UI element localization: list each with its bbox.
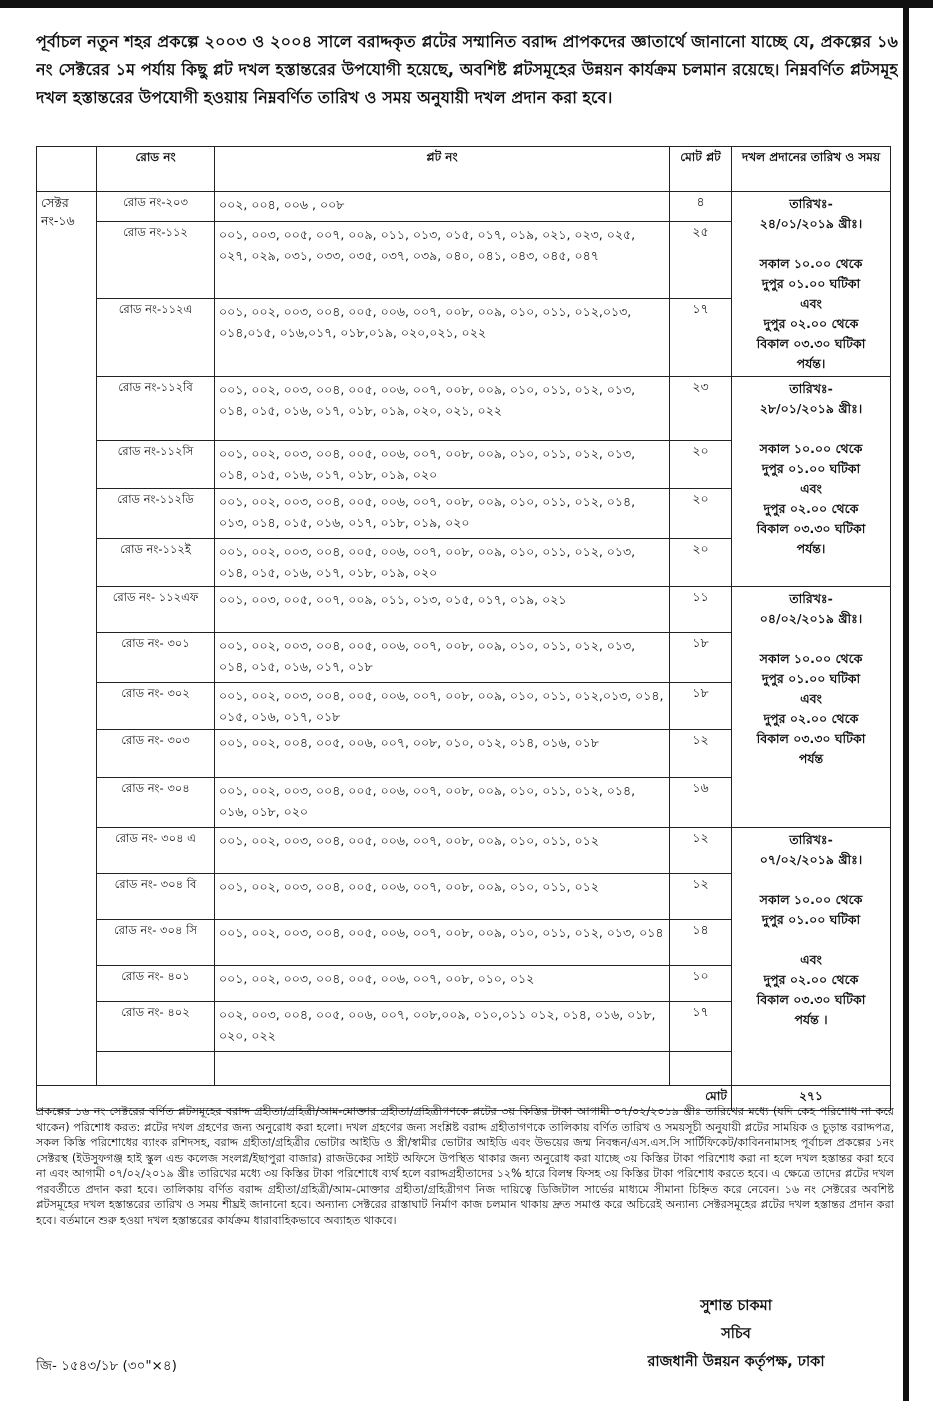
total-cell: ২০	[670, 441, 732, 489]
signatory-title: সচিব	[721, 1326, 751, 1342]
schedule-cell: তারিখঃ- ০৪/০২/২০১৯ খ্রীঃ। সকাল ১০.০০ থেকে দুপুর ০১.০০ ঘটিকা এবং দুপুর ০২.০০ থেকে বিকাল ০৩.৩০ ঘটিকা পর্যন্ত	[732, 587, 891, 828]
road-cell: রোড নং- ৩০৪	[97, 778, 215, 828]
road-cell: রোড নং-১১২বি	[97, 377, 215, 441]
plots-cell: ০০১, ০০২, ০০৩, ০০৪, ০০৫, ০০৬, ০০৭, ০০৮, ০০৯, ০১০, ০১১, ০১২,০১৩, ০১৪,০১৫, ০১৬,০১৭, ০১৮,০১৯, ০২০,০২১, ০২২	[215, 298, 670, 376]
plots-cell: ০০১, ০০২, ০০৩, ০০৪, ০০৫, ০০৬, ০০৭, ০০৮, ০০৯, ০১০, ০১১, ০১২, ০১৩, ০১৪	[215, 920, 670, 966]
table-header-row	[37, 147, 891, 192]
plots-cell: ০০২, ০০৪, ০০৬ , ০০৮	[215, 192, 670, 222]
total-cell: ১১	[670, 587, 732, 633]
table-row	[37, 377, 891, 441]
schedule-cell: তারিখঃ- ২৮/০১/২০১৯ খ্রীঃ। সকাল ১০.০০ থেকে দুপুর ০১.০০ ঘটিকা এবং দুপুর ০২.০০ থেকে বিকাল ০৩.৩০ ঘটিকা পর্যন্ত।	[732, 377, 891, 587]
total-cell: ১২	[670, 828, 732, 874]
schedule-cell: তারিখঃ- ০৭/০২/২০১৯ খ্রীঃ। সকাল ১০.০০ থেকে দুপুর ০১.০০ ঘটিকা এবং দুপুর ০২.০০ থেকে বিকাল ০৩.৩০ ঘটিকা পর্যন্ত ।	[732, 828, 891, 1086]
plots-cell: ০০২, ০০৩, ০০৪, ০০৫, ০০৬, ০০৭, ০০৮,০০৯, ০১০,০১১ ০১২, ০১৪, ০১৬, ০১৮, ০২০, ০২২	[215, 1002, 670, 1052]
footer-paragraph: প্রকল্পের ১৬ নং সেক্টরের বর্ণিত প্লটসমূহের বরাদ্দ গ্রহীতা/গ্রহিত্রী/আম-মোক্তার গ্রহীতা/গ্রহিত্রীগণকে প্লটের ৩য় কিস্তির টাকা আগামী ০৭/০২/২০১৯ খ্রীঃ তারিখের মধ্যে (যদি কেহ পরিশোধ না করে থাকেন) পরিশোধ করত: প্লটের দখল গ্রহণের জন্য অনুরোধ করা হলো। দখল গ্রহণের জন্য সংশ্লিষ্ট বরাদ্দ গ্রহীতাগণকে তালিকায় বর্ণিত তারিখ ও সময়সূচী অনুযায়ী প্লটের সাময়িক ও চূড়ান্ত বরাদ্দপত্র, সকল কিস্তি পরিশোধের ব্যাংক রশিদসহ, বরাদ্দ গ্রহীতা/গ্রহিত্রীর ভোটার আইডি ও স্ত্রী/স্বামীর ভোটার আইডি এবং উভয়ের জন্ম নিবন্ধন/এস.এস.সি সার্টিফিকেট/কাবিননামাসহ পূর্বাচল প্রকল্পের ১নং সেক্টরস্থ (ইউসুফগঞ্জ হাই স্কুল এন্ড কলেজ সংলগ্ন/ইছাপুরা বাজার) রাজউকের সাইট অফিসে উপস্থিত থাকার জন্য অনুরোধ করা যাচ্ছে ৩য় কিস্তির টাকা পরিশোধ করা না হলে দখল হস্তান্তর করা হবে না এবং আগামী ০৭/০২/২০১৯ খ্রীঃ তারিখের মধ্যে ৩য় কিস্তির টাকা পরিশোধে ব্যর্থ হলে বরাদ্দগ্রহীতাদের ১২% হারে বিলম্ব ফিসহ ৩য় কিস্তির টাকা পরিশোধ করতে হবে। এ ক্ষেত্রে তাদের প্লটের দখল পরবর্তীতে প্রদান করা হবে। তালিকায় বর্ণিত বরাদ্দ গ্রহীতা/গ্রহিত্রী/আম-মোক্তার গ্রহীতা/গ্রহিত্রীগণ নিজ দায়িত্বে ডিজিটাল সার্ভের মাধ্যমে সীমানা চিহ্নিত করে নেবেন। ১৬ নং সেক্টরের অবশিষ্ট প্লটসমূহের দখল হস্তান্তরের তারিখ ও সময় শীঘ্রই জানানো হবে। অন্যান্য সেক্টরের রাস্তাঘাট নির্মাণ কাজ চলমান থাকায় দ্রুত সমাপ্ত করে অচিরেই অন্যান্য সেক্টরসমূহের প্লটের দখল হস্তান্তর প্রদান করা হবে। বর্তমানে শুরু হওয়া দখল হস্তান্তরের কার্যক্রম ধারাবাহিকভাবে অব্যাহত থাকবে।	[36, 1105, 894, 1227]
plots-cell: ০০১, ০০২, ০০৩, ০০৪, ০০৫, ০০৬, ০০৭, ০০৮, ০০৯, ০১০, ০১১, ০১২, ০১৪, ০১৩, ০১৪, ০১৫, ০১৬, ০১৭, ০১৮, ০১৯, ০২০	[215, 489, 670, 539]
road-cell: রোড নং-১১২এ	[97, 298, 215, 376]
signatory-name: সুশান্ত চাকমা	[700, 1298, 772, 1314]
header-plot: প্লট নং	[215, 147, 670, 192]
table-row	[37, 587, 891, 633]
road-cell: রোড নং- ৩০৪ বি	[97, 874, 215, 920]
total-cell: ১২	[670, 730, 732, 778]
total-cell: ১৭	[670, 1002, 732, 1052]
total-cell: ১৪	[670, 920, 732, 966]
plots-cell: ০০১, ০০২, ০০৩, ০০৪, ০০৫, ০০৬, ০০৭, ০০৮, ০০৯, ০১০, ০১১, ০১২, ০১৪, ০১৬, ০১৮, ০২০	[215, 778, 670, 828]
reference-number: জি- ১৫৪৩/১৮ (৩০"×৪)	[36, 1358, 177, 1374]
road-cell: রোড নং- ৩০৪ এ	[97, 828, 215, 874]
sector-cell: সেক্টর নং-১৬	[37, 192, 97, 1086]
total-cell: ৪	[670, 192, 732, 222]
signatory-org: রাজধানী উন্নয়ন কর্তৃপক্ষ, ঢাকা	[647, 1354, 825, 1370]
plots-cell: ০০১, ০০২, ০০৩, ০০৪, ০০৫, ০০৬, ০০৭, ০০৮, ০০৯, ০১০, ০১১, ০১২	[215, 874, 670, 920]
total-cell: ১৮	[670, 683, 732, 730]
total-cell: ১২	[670, 874, 732, 920]
plots-cell-empty	[215, 1052, 670, 1086]
total-cell: ১৬	[670, 778, 732, 828]
road-cell: রোড নং- ৩০২	[97, 683, 215, 730]
plots-cell: ০০১, ০০২, ০০৩, ০০৪, ০০৫, ০০৬, ০০৭, ০০৮, ০০৯, ০১০, ০১১, ০১২, ০১৩, ০১৪, ০১৫, ০১৬, ০১৭, ০১৮	[215, 633, 670, 683]
plots-cell: ০০১, ০০২, ০০৩, ০০৪, ০০৫, ০০৬, ০০৭, ০০৮, ০০৯, ০১০, ০১১, ০১২	[215, 828, 670, 874]
road-cell: রোড নং-১১২	[97, 221, 215, 298]
header-sector	[37, 147, 97, 192]
signature-block	[586, 1292, 886, 1376]
total-cell: ১৮	[670, 633, 732, 683]
schedule-cell: তারিখঃ- ২৪/০১/২০১৯ খ্রীঃ। সকাল ১০.০০ থেকে দুপুর ০১.০০ ঘটিকা এবং দুপুর ০২.০০ থেকে বিকাল ০৩.৩০ ঘটিকা পর্যন্ত।	[732, 192, 891, 377]
header-road: রোড নং	[97, 147, 215, 192]
road-cell: রোড নং-২০৩	[97, 192, 215, 222]
header-total: মোট প্লট	[670, 147, 732, 192]
road-cell: রোড নং- ৪০২	[97, 1002, 215, 1052]
road-cell-empty	[97, 1052, 215, 1086]
plots-cell: ০০১, ০০৩, ০০৫, ০০৭, ০০৯, ০১১, ০১৩, ০১৫, ০১৭, ০১৯, ০২১	[215, 587, 670, 633]
plots-cell: ০০১, ০০২, ০০৩, ০০৪, ০০৫, ০০৬, ০০৭, ০০৮, ০০৯, ০১০, ০১১, ০১২, ০১৩, ০১৪, ০১৫, ০১৬, ০১৭, ০১৮, ০১৯, ০২০	[215, 441, 670, 489]
road-cell: রোড নং- ১১২এফ	[97, 587, 215, 633]
road-cell: রোড নং- ৩০৪ সি	[97, 920, 215, 966]
plot-schedule-table	[36, 146, 891, 1111]
plots-cell: ০০১, ০০২, ০০৩, ০০৪, ০০৫, ০০৬, ০০৭, ০০৮, ০০৯, ০১০, ০১১, ০১২, ০১৩, ০১৪, ০১৫, ০১৬, ০১৭, ০১৮, ০১৯, ০২০	[215, 539, 670, 587]
total-cell: ১০	[670, 966, 732, 1002]
header-schedule: দখল প্রদানের তারিখ ও সময়	[732, 147, 891, 192]
total-cell: ১৭	[670, 298, 732, 376]
total-cell: ২০	[670, 489, 732, 539]
plots-cell: ০০১, ০০২, ০০৩, ০০৪, ০০৫, ০০৬, ০০৭, ০০৮, ০১০, ০১২	[215, 966, 670, 1002]
plots-cell: ০০১, ০০৩, ০০৫, ০০৭, ০০৯, ০১১, ০১৩, ০১৫, ০১৭, ০১৯, ০২১, ০২৩, ০২৫, ০২৭, ০২৯, ০৩১, ০৩৩, ০৩৫, ০৩৭, ০৩৯, ০৪০, ০৪১, ০৪৩, ০৪৫, ০৪৭	[215, 221, 670, 298]
total-cell: ২৩	[670, 377, 732, 441]
road-cell: রোড নং-১১২ই	[97, 539, 215, 587]
plots-cell: ০০১, ০০২, ০০৪, ০০৫, ০০৬, ০০৭, ০০৮, ০১০, ০১২, ০১৪, ০১৬, ০১৮	[215, 730, 670, 778]
road-cell: রোড নং- ৩০১	[97, 633, 215, 683]
total-cell: ২৫	[670, 221, 732, 298]
plots-cell: ০০১, ০০২, ০০৩, ০০৪, ০০৫, ০০৬, ০০৭, ০০৮, ০০৯, ০১০, ০১১, ০১২, ০১৩, ০১৪, ০১৫, ০১৬, ০১৭, ০১৮, ০১৯, ০২০, ০২১, ০২২	[215, 377, 670, 441]
grand-total-value: ২৭১	[732, 1086, 891, 1111]
road-cell: রোড নং-১১২ডি	[97, 489, 215, 539]
table-row	[37, 828, 891, 874]
road-cell: রোড নং-১১২সি	[97, 441, 215, 489]
road-cell: রোড নং- ৩০৩	[97, 730, 215, 778]
plots-cell: ০০১, ০০২, ০০৩, ০০৪, ০০৫, ০০৬, ০০৭, ০০৮, ০০৯, ০১০, ০১১, ০১২,০১৩, ০১৪, ০১৫, ০১৬, ০১৭, ০১৮	[215, 683, 670, 730]
road-cell: রোড নং- ৪০১	[97, 966, 215, 1002]
table-row	[37, 192, 891, 222]
total-cell-empty	[670, 1052, 732, 1086]
right-border	[903, 0, 909, 1401]
top-border	[0, 0, 933, 8]
intro-paragraph: পূর্বাচল নতুন শহর প্রকল্পে ২০০৩ ও ২০০৪ সালে বরাদ্দকৃত প্লটের সম্মানিত বরাদ্দ প্রাপকদের জ্ঞাতার্থে জানানো যাচ্ছে যে, প্রকল্পের ১৬ নং সেক্টরের ১ম পর্যায় কিছু প্লট দখল হস্তান্তরের উপযোগী হয়েছে, অবশিষ্ট প্লটসমূহের উন্নয়ন কার্যক্রম চলমান রয়েছে। নিম্নবর্ণিত প্লটসমূহ দখল হস্তান্তরের উপযোগী হওয়ায় নিম্নবর্ণিত তারিখ ও সময় অনুযায়ী দখল প্রদান করা হবে।	[36, 32, 898, 107]
total-cell: ২০	[670, 539, 732, 587]
grand-total-label: মোট	[37, 1086, 732, 1111]
